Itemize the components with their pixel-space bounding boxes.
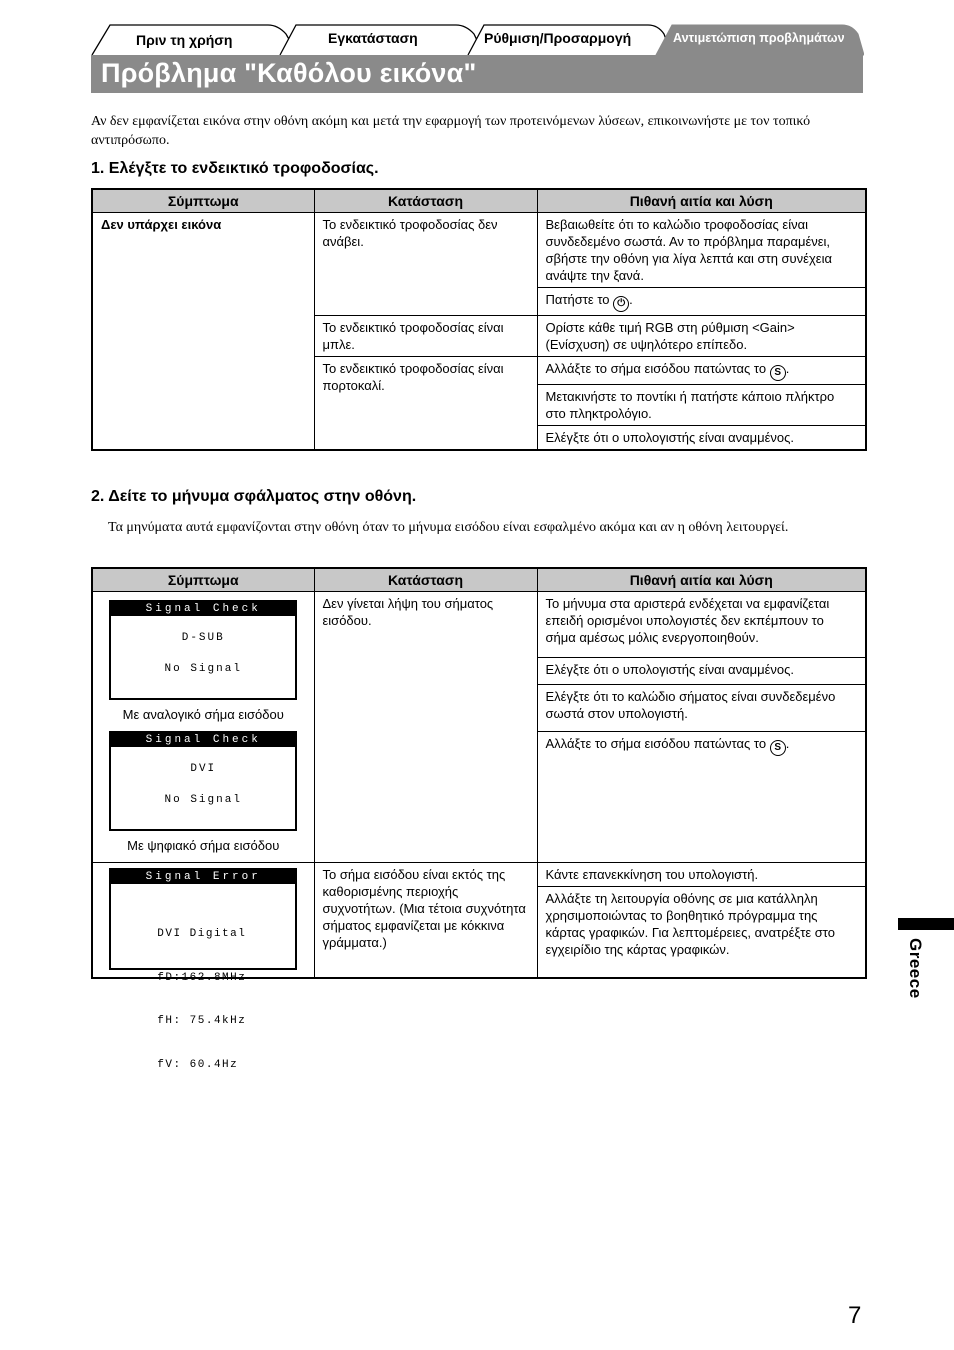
screen-line: fH: 75.4kHz bbox=[157, 1015, 247, 1027]
solution-signal-cable: Ελέγξτε ότι το καλώδιο σήματος είναι συνδεδεμένο σωστά στον υπολογιστή. bbox=[537, 685, 866, 732]
header-condition: Κατάσταση bbox=[314, 189, 537, 213]
condition-out-of-range: Το σήμα εισόδου είναι εκτός της καθορισμένης περιοχής συχνοτήτων. (Μια τέτοια συχνότητα σήματος εμφανίζεται με κόκκινα γράμματα.) bbox=[314, 863, 537, 979]
intro-text: Αν δεν εμφανίζεται εικόνα στην οθόνη ακόμη και μετά την εφαρμογή των προτεινόμενων λύσεων, επικοινωνήστε με τον τοπικό αντιπρόσωπο. bbox=[91, 114, 811, 148]
power-indicator-table bbox=[91, 188, 867, 451]
tab-adjustment[interactable]: Ρύθμιση/Προσαρμογή bbox=[484, 30, 632, 46]
condition-blue: Το ενδεικτικό τροφοδοσίας είναι μπλε. bbox=[314, 316, 537, 357]
solution-check-computer-on: Ελέγξτε ότι ο υπολογιστής είναι αναμμένος. bbox=[537, 426, 866, 451]
signal-button-icon: S bbox=[770, 365, 786, 381]
signal-button-icon: S bbox=[770, 740, 786, 756]
solution-check-power-cable: Βεβαιωθείτε ότι το καλώδιο τροφοδοσίας είναι συνδεδεμένο σωστά. Αν το πρόβλημα παραμένει, σβήστε την οθόνη για λίγα λεπτά και στη συνέχεια ανάψτε την ξανά. bbox=[537, 213, 866, 288]
table-header-row bbox=[92, 189, 866, 213]
header-symptom: Σύμπτωμα bbox=[92, 568, 314, 592]
screen-title: Signal Check bbox=[145, 734, 261, 746]
screen-line: DVI bbox=[190, 763, 217, 775]
solution-move-mouse: Μετακινήστε το ποντίκι ή πατήστε κάποιο πλήκτρο στο πληκτρολόγιο. bbox=[537, 385, 866, 426]
section2-heading: 2. Δείτε το μήνυμα σφάλματος στην οθόνη. bbox=[91, 488, 417, 505]
screen-dvi-no-signal bbox=[109, 731, 297, 831]
solution-change-input-text: Αλλάξτε το σήμα εισόδου πατώντας το bbox=[545, 361, 767, 376]
screen-line: No Signal bbox=[164, 663, 242, 675]
symptom-signal-error bbox=[92, 863, 314, 1071]
solution-computer-on: Ελέγξτε ότι ο υπολογιστής είναι αναμμένος. bbox=[537, 658, 866, 685]
analog-caption: Με αναλογικό σήμα εισόδου bbox=[122, 707, 284, 722]
language-tab-marker bbox=[898, 918, 954, 930]
section1-heading: 1. Ελέγξτε το ενδεικτικό τροφοδοσίας. bbox=[91, 160, 379, 177]
power-button-icon: ⏻ bbox=[613, 296, 629, 312]
header-condition: Κατάσταση bbox=[314, 568, 537, 592]
screen-line: No Signal bbox=[164, 794, 242, 806]
screen-line: fD:162.8MHz bbox=[157, 971, 247, 984]
solution-change-input: Αλλάξτε το σήμα εισόδου πατώντας το S . bbox=[537, 357, 866, 385]
solution-some-computers: Το μήνυμα στα αριστερά ενδέχεται να εμφανίζεται επειδή ορισμένοι υπολογιστές δεν εκπέμπουν το σήμα αμέσως μόλις ενεργοποιηθούν. bbox=[537, 592, 866, 658]
symptom-signal-check bbox=[92, 592, 314, 863]
solution-press-power: Πατήστε το ⏻ . bbox=[537, 288, 866, 316]
header-symptom: Σύμπτωμα bbox=[92, 189, 314, 213]
header-solution: Πιθανή αιτία και λύση bbox=[537, 568, 866, 592]
screen-title: Signal Check bbox=[145, 603, 261, 615]
screen-dsub-no-signal bbox=[109, 600, 297, 700]
tab-installation[interactable]: Εγκατάσταση bbox=[328, 30, 418, 46]
screen-line: DVI Digital bbox=[157, 928, 247, 940]
section2-text: Τα μηνύματα αυτά εμφανίζονται στην οθόνη όταν το μήνυμα εισόδου είναι εσφαλμένο ακόμα και αν η οθόνη λειτουργεί. bbox=[108, 520, 789, 535]
page-number: 7 bbox=[848, 1302, 862, 1329]
condition-no-signal: Δεν γίνεται λήψη του σήματος εισόδου. bbox=[314, 592, 537, 863]
screen-signal-error bbox=[109, 868, 297, 1071]
symptom-no-image: Δεν υπάρχει εικόνα bbox=[92, 213, 314, 451]
solution-change-input: Αλλάξτε το σήμα εισόδου πατώντας το S . bbox=[537, 732, 866, 863]
screen-line: D-SUB bbox=[181, 632, 225, 644]
solution-change-input-text: Αλλάξτε το σήμα εισόδου πατώντας το bbox=[545, 736, 767, 751]
screen-line: fV: 60.4Hz bbox=[157, 1058, 239, 1071]
condition-orange: Το ενδεικτικό τροφοδοσίας είναι πορτοκαλί. bbox=[314, 357, 537, 451]
header-solution: Πιθανή αιτία και λύση bbox=[537, 189, 866, 213]
table-row bbox=[92, 592, 866, 658]
solution-restart: Κάντε επανεκκίνηση του υπολογιστή. bbox=[537, 863, 866, 887]
solution-gain: Ορίστε κάθε τιμή RGB στη ρύθμιση <Gain> (Ενίσχυση) σε υψηλότερο επίπεδο. bbox=[537, 316, 866, 357]
table-header-row bbox=[92, 568, 866, 592]
section-tabs bbox=[90, 22, 864, 56]
page-title: Πρόβλημα "Καθόλου εικόνα" bbox=[101, 58, 477, 88]
solution-change-display-mode: Αλλάξτε τη λειτουργία οθόνης σε μια κατάλληλη χρησιμοποιώντας το βοηθητικό πρόγραμμα της κάρτας γραφικών. Για λεπτομέρειες, ανατρέξτε στο εγχειρίδιο της κάρτας γραφικών. bbox=[537, 887, 866, 979]
error-message-table bbox=[91, 567, 867, 1071]
screen-title: Signal Error bbox=[145, 871, 261, 883]
table-row bbox=[92, 213, 866, 288]
digital-caption: Με ψηφιακό σήμα εισόδου bbox=[127, 838, 280, 853]
title-bar bbox=[91, 55, 863, 93]
tab-before-use[interactable]: Πριν τη χρήση bbox=[136, 32, 233, 48]
condition-not-lit: Το ενδεικτικό τροφοδοσίας δεν ανάβει. bbox=[314, 213, 537, 316]
tab-troubleshooting[interactable]: Αντιμετώπιση προβλημάτων bbox=[673, 31, 845, 45]
solution-press-power-text: Πατήστε το bbox=[545, 292, 610, 307]
language-label: Greece bbox=[906, 938, 925, 999]
table-row bbox=[92, 863, 866, 887]
